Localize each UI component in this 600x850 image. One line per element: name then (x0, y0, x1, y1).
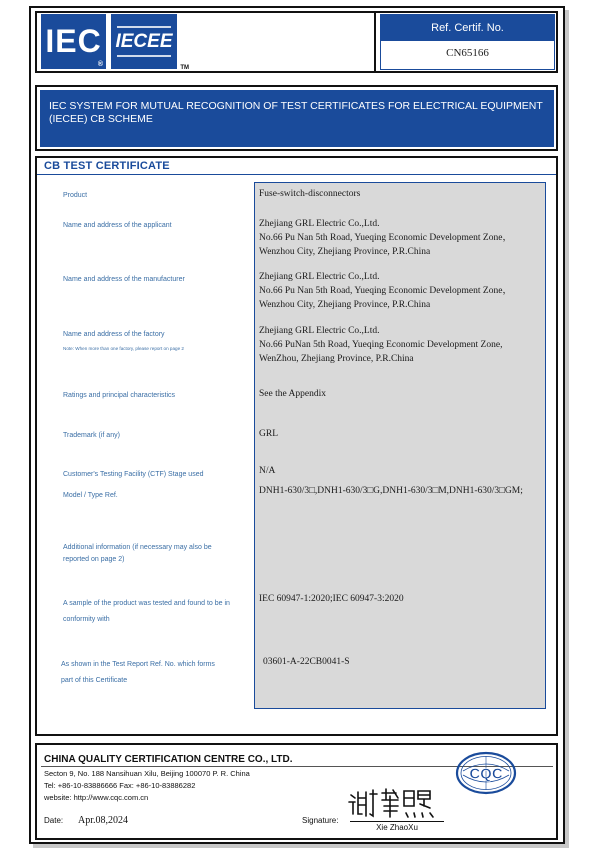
model-value: DNH1-630/3□,DNH1-630/3□G,DNH1-630/3□M,DNH1-630/3□GM; (259, 486, 523, 496)
test-report-label: As shown in the Test Report Ref. No. which forms part of this Certificate (61, 661, 215, 684)
scheme-title: IEC SYSTEM FOR MUTUAL RECOGNITION OF TEST CERTIFICATES FOR ELECTRICAL EQUIPMENT (IECEE) CB SCHEME (49, 100, 543, 125)
issue-date: Apr.08,2024 (78, 815, 128, 826)
applicant-label: Name and address of the applicant (63, 222, 172, 229)
manufacturer-address: No.66 Pu Nan 5th Road, Yueqing Economic Development Zone，Wenzhou City, Zhejiang Province, P.R.China (259, 286, 512, 310)
ratings-value: See the Appendix (259, 389, 327, 399)
ctf-value: N/A (259, 466, 276, 476)
conformity-standards: IEC 60947-1:2020;IEC 60947-3:2020 (259, 594, 404, 604)
registered-mark: ® (97, 61, 104, 68)
factory-label: Name and address of the factory (63, 331, 165, 338)
signature-line (350, 821, 444, 822)
ref-certificate-number: CN65166 (446, 47, 489, 59)
cb-test-certificate-title: CB TEST CERTIFICATE (44, 160, 170, 172)
test-report-number: 03601-A-22CB0041-S (263, 657, 350, 667)
iec-logo-text: IEC (45, 23, 102, 59)
ratings-label: Ratings and principal characteristics (63, 392, 176, 399)
trademark-label: Trademark (if any) (63, 432, 120, 439)
issuer-name: CHINA QUALITY CERTIFICATION CENTRE CO., LTD. (44, 754, 293, 765)
ref-certificate-label: Ref. Certif. No. (381, 15, 554, 41)
additional-info-label: Additional information (if necessary may also be reported on page 2) (63, 544, 212, 563)
signature-label: Signature: (302, 816, 339, 825)
iecee-logo (111, 14, 189, 71)
cqc-logo-icon (455, 751, 517, 795)
ref-certificate-box (380, 14, 555, 70)
factory-address: No.66 PuNan 5th Road, Yueqing Economic Development Zone, WenZhou, Zhejiang Province, P.R.China (259, 340, 503, 364)
factory-note: Note: When more than one factory, please report on page 2 (63, 346, 184, 351)
applicant-name: Zhejiang GRL Electric Co.,Ltd. (259, 219, 380, 229)
iecee-logo-text: IECEE (115, 30, 173, 52)
header-divider (374, 11, 376, 73)
page-shadow-bottom (33, 844, 569, 848)
iecee-logo-stripe (117, 55, 171, 57)
factory-name: Zhejiang GRL Electric Co.,Ltd. (259, 326, 380, 336)
values-panel (254, 182, 546, 709)
ctf-label: Customer's Testing Facility (CTF) Stage used (63, 471, 204, 478)
cqc-logo-text: CQC (469, 765, 503, 783)
issuer-website: website: http://www.cqc.com.cn (44, 793, 149, 802)
date-label: Date: (44, 816, 64, 825)
title-rule (37, 174, 556, 175)
manufacturer-name: Zhejiang GRL Electric Co.,Ltd. (259, 272, 380, 282)
signatory-name: Xie ZhaoXu (376, 823, 418, 832)
applicant-address: No.66 Pu Nan 5th Road, Yueqing Economic Development Zone，Wenzhou City, Zhejiang Province, P.R.China (259, 233, 512, 257)
iec-logo (41, 14, 106, 69)
model-label: Model / Type Ref. (63, 492, 118, 499)
iecee-logo-stripe (117, 26, 171, 28)
product-value: Fuse-switch-disconnectors (259, 189, 361, 199)
trademark-mark: TM (180, 65, 189, 71)
page-shadow-right (565, 10, 569, 848)
conformity-label: A sample of the product was tested and found to be in conformity with (63, 600, 230, 623)
handwritten-signature (346, 786, 440, 820)
manufacturer-label: Name and address of the manufacturer (63, 276, 185, 283)
issuer-tel-fax: Tel: +86-10-83886666 Fax: +86-10-83886282 (44, 781, 196, 790)
product-label: Product (63, 192, 88, 199)
issuer-address: Secton 9, No. 188 Nansihuan Xilu, Beijing 100070 P. R. China (44, 769, 250, 778)
trademark-value: GRL (259, 429, 278, 439)
